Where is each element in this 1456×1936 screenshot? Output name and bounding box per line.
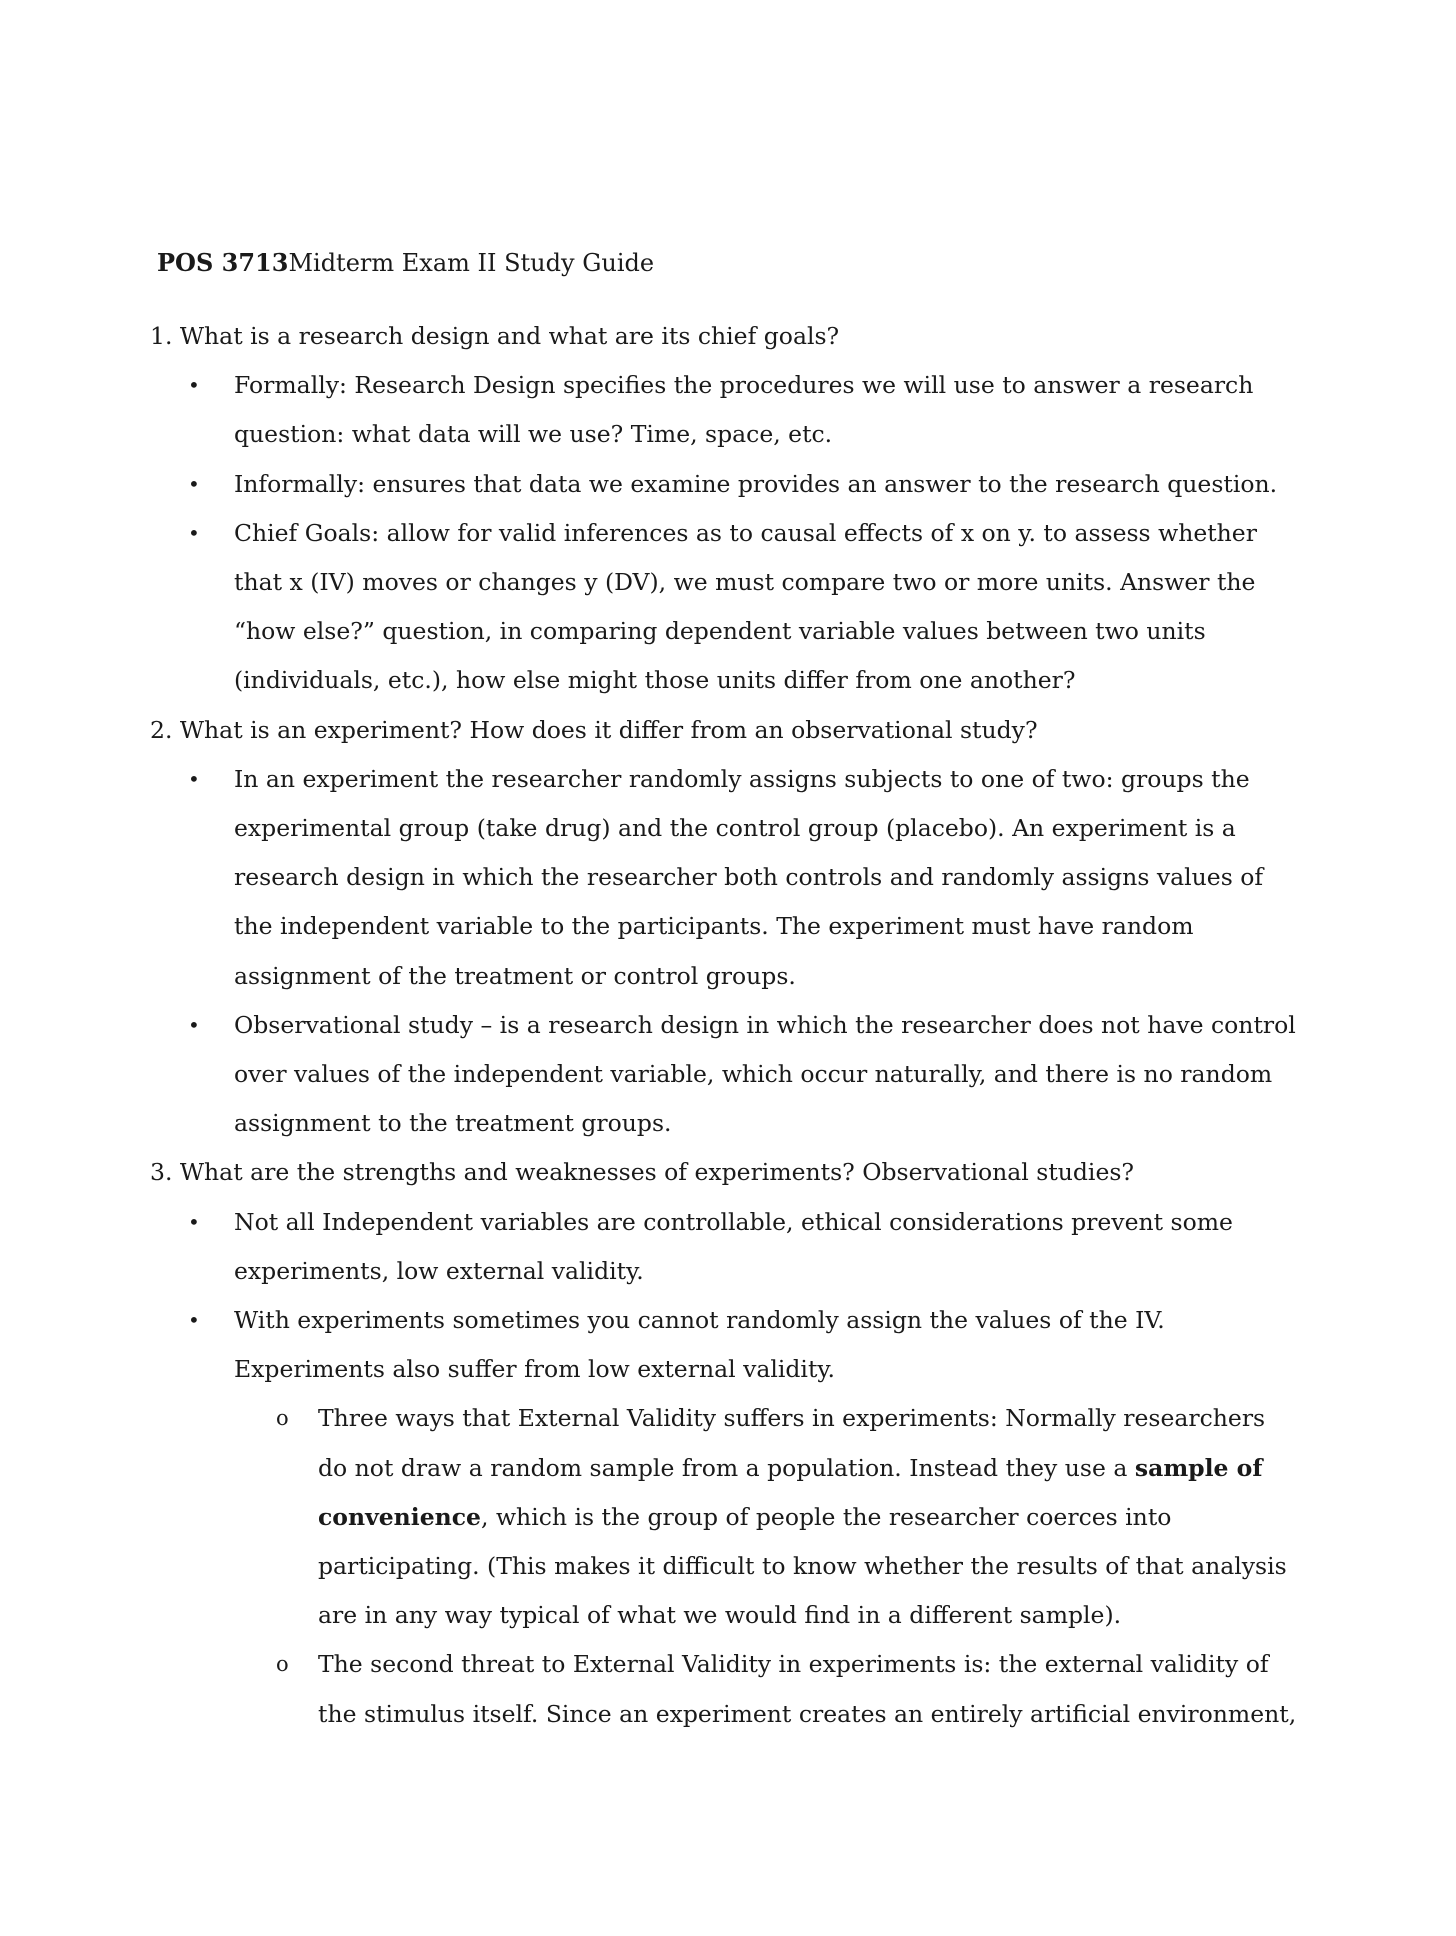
bullet-icon: • bbox=[188, 471, 200, 496]
question-2-answers bbox=[150, 755, 1300, 1149]
bullet-icon: • bbox=[188, 373, 200, 398]
text-line: are in any way typical of what we would find in a different sample). bbox=[318, 1601, 1122, 1630]
text-line: Not all Independent variables are controllable, ethical considerations prevent some bbox=[234, 1207, 1233, 1236]
text-line: With experiments sometimes you cannot randomly assign the values of the IV. bbox=[234, 1306, 1165, 1335]
hollow-bullet-icon: o bbox=[276, 1652, 289, 1677]
text-run: , which is the group of people the researcher coerces into bbox=[481, 1502, 1172, 1531]
question-1-answers bbox=[150, 361, 1300, 705]
list-item bbox=[188, 509, 1300, 706]
text-line: research design in which the researcher both controls and randomly assigns values of bbox=[234, 863, 1264, 892]
list-item bbox=[188, 1198, 1300, 1296]
text-line bbox=[318, 1444, 1300, 1493]
bullet-icon: • bbox=[188, 520, 200, 545]
text-line: The second threat to External Validity in experiments is: the external validity of bbox=[318, 1650, 1269, 1679]
text-line: “how else?” question, in comparing dependent variable values between two units bbox=[234, 617, 1206, 646]
sub-list-item bbox=[276, 1394, 1300, 1640]
text-line bbox=[318, 1493, 1300, 1542]
text-line: Observational study – is a research design in which the researcher does not have control bbox=[234, 1010, 1296, 1039]
bullet-icon: • bbox=[188, 766, 200, 791]
sub-list-item bbox=[276, 1640, 1300, 1738]
list-item bbox=[188, 1001, 1300, 1149]
page-title bbox=[157, 248, 654, 278]
question-3-answers bbox=[150, 1198, 1300, 1739]
list-item bbox=[188, 755, 1300, 1001]
text-line: experimental group (take drug) and the control group (placebo). An experiment is a bbox=[234, 814, 1236, 843]
bold-term: convenience bbox=[318, 1502, 481, 1531]
text-line: question: what data will we use? Time, space, etc. bbox=[234, 420, 833, 449]
course-code: POS 3713 bbox=[157, 248, 289, 277]
text-line: that x (IV) moves or changes y (DV), we must compare two or more units. Answer the bbox=[234, 568, 1256, 597]
text-line: assignment of the treatment or control groups. bbox=[234, 961, 796, 990]
text-line: the stimulus itself. Since an experiment creates an entirely artificial environment, bbox=[318, 1699, 1297, 1728]
list-item bbox=[188, 460, 1300, 509]
bullet-icon: • bbox=[188, 1308, 200, 1333]
bold-term: sample of bbox=[1134, 1453, 1263, 1482]
text-line: over values of the independent variable, which occur naturally, and there is no random bbox=[234, 1060, 1273, 1089]
text-line: Three ways that External Validity suffers in experiments: Normally researchers bbox=[318, 1404, 1266, 1433]
text-line: Chief Goals: allow for valid inferences as to causal effects of x on y. to assess whether bbox=[234, 518, 1257, 547]
text-line: the independent variable to the participants. The experiment must have random bbox=[234, 912, 1194, 941]
question-1: 1. What is a research design and what are its chief goals? bbox=[150, 322, 840, 350]
text-line: experiments, low external validity. bbox=[234, 1256, 644, 1285]
list-item bbox=[188, 361, 1300, 459]
sub-list bbox=[234, 1394, 1300, 1738]
text-run: do not draw a random sample from a population. Instead they use a bbox=[318, 1453, 1135, 1482]
title-text: Midterm Exam II Study Guide bbox=[288, 249, 655, 277]
bullet-icon: • bbox=[188, 1209, 200, 1234]
text-line: Formally: Research Design specifies the procedures we will use to answer a research bbox=[234, 371, 1254, 400]
text-line: In an experiment the researcher randomly assigns subjects to one of two: groups the bbox=[234, 764, 1250, 793]
text-line: Experiments also suffer from low external validity. bbox=[234, 1355, 836, 1384]
hollow-bullet-icon: o bbox=[276, 1406, 289, 1431]
study-guide-content bbox=[150, 312, 1300, 1739]
text-line: (individuals, etc.), how else might those units differ from one another? bbox=[234, 666, 1076, 695]
question-3: 3. What are the strengths and weaknesses of experiments? Observational studies? bbox=[150, 1158, 1135, 1187]
list-item bbox=[188, 1296, 1300, 1739]
text-line: assignment to the treatment groups. bbox=[234, 1109, 672, 1138]
question-2: 2. What is an experiment? How does it differ from an observational study? bbox=[150, 715, 1038, 744]
text-line: participating. (This makes it difficult to know whether the results of that analysis bbox=[318, 1552, 1287, 1581]
bullet-icon: • bbox=[188, 1012, 200, 1037]
text-line: Informally: ensures that data we examine provides an answer to the research question. bbox=[234, 469, 1278, 498]
